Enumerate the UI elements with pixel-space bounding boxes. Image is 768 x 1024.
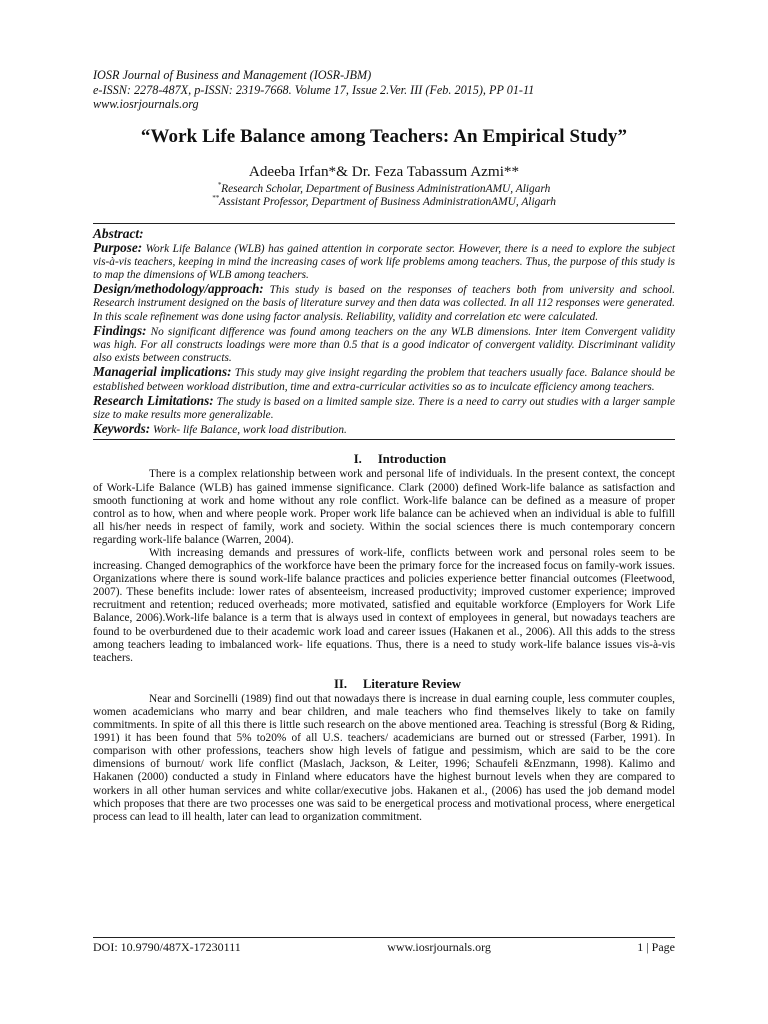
journal-url[interactable]: www.iosrjournals.org — [93, 97, 199, 112]
journal-header — [93, 68, 675, 112]
paper-title: “Work Life Balance among Teachers: An Empirical Study” — [140, 125, 628, 147]
body-paragraph: With increasing demands and pressures of work-life, conflicts between work and personal roles seem to be increasing. Changed demographics of the workforce have been the primary force for the increased focus on family-work issues. Organizations where there is sound work-life balance practices and policies experience better financial outcomes (Fleetwood, 2007). These benefits include: lower rates of absenteeism, increased productivity; improved customer experience; improved recruitment and retention; reduced overheads; more motivated, satisfied and equitable workforce (Employers for Work Life Balance, 2006).Work-life balance is a term that is always used in context of employees in general, but nowadays teachers are found to be overburdened due to their academic work load and career issues (Hakanen et al., 2006). All this adds to the stress among teachers leading to imbalanced work- life equations. Thus, there is a need to study work-life balance issues vis-à-vis teachers. — [93, 547, 675, 664]
abstract-purpose — [93, 241, 675, 283]
abstract-limitations — [93, 394, 675, 422]
footer-rule — [93, 937, 675, 938]
abstract-text: No significant difference was found among teachers on the any WLB dimensions. Inter item Convergent validity was high. For all constructs loadings were more than 0.5 that is a good indicator of convergent validity. Discriminant validity also exists between constructs. — [93, 325, 675, 365]
abstract-label: Keywords: — [93, 421, 151, 437]
abstract-keywords — [93, 422, 675, 437]
journal-name: IOSR Journal of Business and Management (IOSR-JBM) — [93, 68, 372, 82]
abstract-text: Work Life Balance (WLB) has gained attention in corporate sector. However, there is a need to explore the subject vis-à-vis teachers, keeping in mind the increasing cases of work life problems among teachers. Thus, the purpose of this study is to map the dimensions of WLB among teachers. — [93, 242, 675, 281]
abstract-label: Purpose: — [93, 239, 143, 255]
abstract-design — [93, 282, 675, 324]
abstract-block — [93, 226, 675, 438]
section-title: Introduction — [377, 452, 447, 467]
affiliation-mark: ** — [212, 194, 220, 203]
footer-site[interactable]: www.iosrjournals.org — [387, 940, 491, 954]
section-title: Literature Review — [362, 676, 462, 691]
author-affiliation-1 — [93, 180, 675, 196]
affiliation-mark: * — [217, 180, 222, 189]
section-heading-introduction — [93, 452, 675, 467]
section-heading-literature-review — [93, 677, 675, 692]
page-footer — [93, 940, 675, 955]
section-number: II. — [334, 676, 347, 691]
abstract-label: Managerial implications: — [93, 364, 232, 380]
abstract-text: This study is based on the responses of teachers both from university and school. Research instrument designed on the basis of literature survey and then data was collected. In all 112 responses were generated. In this scale refinement was done using factor analysis. Reliability, validity and correlation etc were calculated. — [93, 284, 675, 323]
paper-authors: Adeeba Irfan*& Dr. Feza Tabassum Azmi** — [248, 162, 520, 180]
abstract-text: Work- life Balance, work load distribution. — [150, 424, 347, 437]
abstract-bottom-rule — [93, 439, 675, 440]
journal-issn: e-ISSN: 2278-487X, p-ISSN: 2319-7668. Volume 17, Issue 2.Ver. III (Feb. 2015), PP 01-11 — [93, 82, 535, 97]
abstract-top-rule — [93, 223, 675, 224]
abstract-text: This study may give insight regarding the problem that teachers usually face. Balance should be established between workload distribution, time and extra-curricular activities so as to inculcate efficiency among teachers. — [93, 367, 675, 393]
abstract-heading: Abstract: — [93, 225, 144, 241]
affiliation-text: Research Scholar, Department of Business AdministrationAMU, Aligarh — [221, 182, 551, 195]
body-paragraph: Near and Sorcinelli (1989) find out that nowadays there is increase in dual earning couple, less commuter couples, women academicians who marry and bear children, and male teachers who find themselves likely to take on family commitments. In spite of all this there is little such research on the above mentioned area. Teaching is stressful (Borg & Riding, 1991) it has been found that 5% to20% of all U.S. teachers/ academicians are burned out or stressed (Farber, 1991). In comparison with other professions, teachers show high levels of fatigue and pessimism, which are said to be the core dimensions of burnout/ work life conflict (Maslach, Jackson, & Leiter, 1996; Schaufeli &Enzmann, 1998). Kalimo and Hakanen (2000) conducted a study in Finland where educators have the highest burnout levels when they are compared to workers in all other human services and white collar/executive jobs. Hakanen et al., (2006) has used the job demand model which proposes that there are two processes one was said to be energetical process and motivational process, where energetical process can lead to ill health, later can lead to organization commitment. — [93, 692, 675, 823]
abstract-text: The study is based on a limited sample size. There is a need to carry out studies with a larger sample size to make results more generalizable. — [93, 395, 675, 422]
abstract-label: Research Limitations: — [93, 392, 214, 408]
body-paragraph: There is a complex relationship between work and personal life of individuals. In the present context, the concept of Work-Life Balance (WLB) has gained immense significance. Clark (2000) defined Work-life balance as satisfaction and smooth functioning at work and home without any role conflict. Work-life balance can be defined as a measure of proper control as to how, when and where people work. Proper work life balance can be achieved when an individual is able to fulfill all his/her needs in respect of family, work and society. Within the social sciences there is much contemporary concern regarding work-life balance (Warren, 2004). — [93, 468, 675, 546]
abstract-label: Findings: — [93, 322, 147, 338]
section-number: I. — [353, 452, 362, 467]
affiliation-text: Assistant Professor, Department of Business AdministrationAMU, Aligarh — [219, 196, 556, 209]
footer-doi: DOI: 10.9790/487X-17230111 — [93, 940, 241, 954]
abstract-managerial — [93, 365, 675, 393]
author-affiliation-2 — [93, 196, 675, 209]
abstract-findings — [93, 324, 675, 366]
abstract-label: Design/methodology/approach: — [93, 281, 264, 297]
footer-page-number: 1 | Page — [637, 940, 675, 954]
